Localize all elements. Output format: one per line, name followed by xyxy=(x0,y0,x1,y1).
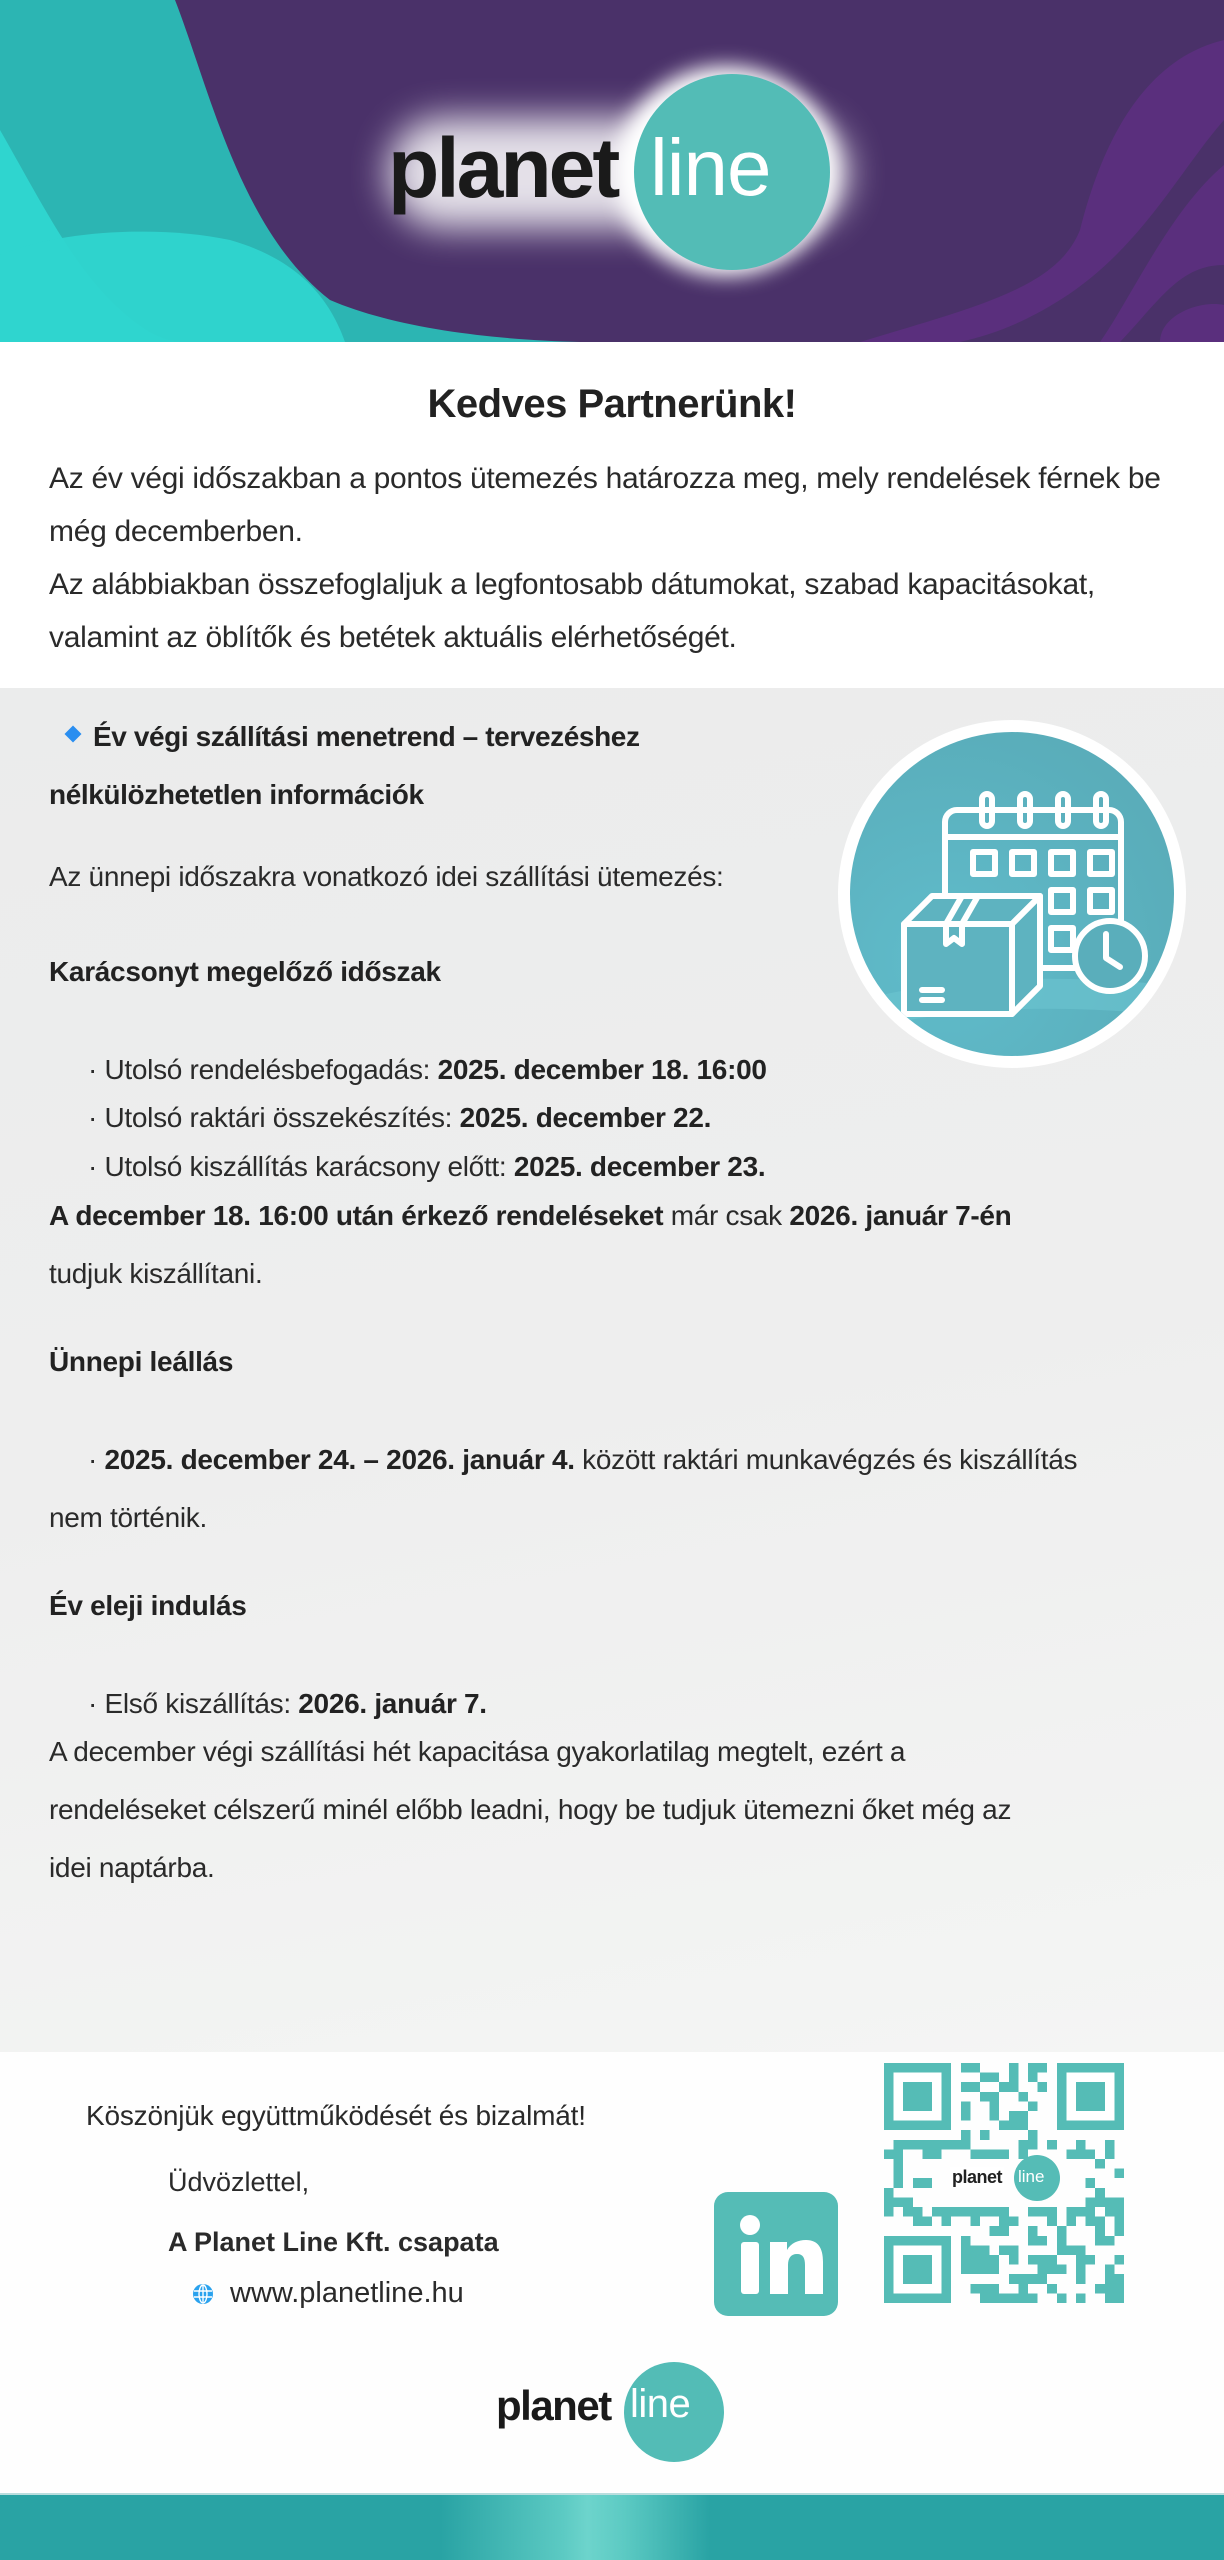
schedule-item xyxy=(88,1151,765,1183)
schedule-item-label: · Utolsó kiszállítás karácsony előtt: xyxy=(88,1151,514,1182)
logo-word-planet: planet xyxy=(388,121,618,215)
shutdown-text: között raktári munkavégzés és kiszállítás xyxy=(574,1444,1078,1475)
intro-paragraph: Az alábbiakban összefoglaljuk a legfontosabb dátumokat, szabad kapacitásokat, valamint az öblítők és betétek aktuális elérhetőségét. xyxy=(49,568,1095,654)
schedule-item xyxy=(88,1102,711,1134)
restart-label: · Első kiszállítás: xyxy=(88,1688,299,1719)
shutdown-dates: 2025. december 24. – 2026. január 4. xyxy=(104,1444,575,1475)
restart-heading: Év eleji indulás xyxy=(49,1590,247,1621)
schedule-item-label: · Utolsó raktári összekészítés: xyxy=(88,1102,460,1133)
regards-text: Üdvözlettel, xyxy=(168,2167,310,2197)
qr-center-logo xyxy=(948,2163,1064,2213)
late-order-note-end: tudjuk kiszállítani. xyxy=(49,1258,263,1289)
schedule-item xyxy=(88,1054,767,1086)
intro-text xyxy=(49,452,1189,664)
schedule-item-value: 2025. december 23. xyxy=(513,1151,766,1182)
closing-line: rendeléseket célszerű minél előbb leadni, hogy be tudjuk ütemezni őket még az xyxy=(49,1794,1012,1825)
restart-date: 2026. január 7. xyxy=(298,1688,487,1719)
footer-logo-line: line xyxy=(630,2382,691,2426)
schedule-item-value: 2025. december 22. xyxy=(459,1102,712,1133)
small-blue-diamond-icon xyxy=(65,726,82,743)
shutdown-heading: Ünnepi leállás xyxy=(49,1346,234,1377)
website-link[interactable] xyxy=(192,2277,464,2310)
intro-section xyxy=(0,342,1224,688)
shutdown-item xyxy=(88,1444,1077,1476)
qr-logo-planet: planet xyxy=(952,2167,1003,2187)
header-logo xyxy=(0,0,1224,342)
note-text: már csak xyxy=(663,1200,790,1231)
closing-line: A december végi szállítási hét kapacitása gyakorlatilag megtelt, ezért a xyxy=(49,1736,906,1767)
team-signature: A Planet Line Kft. csapata xyxy=(168,2227,499,2257)
qr-logo-line: line xyxy=(1018,2167,1045,2186)
schedule-item-value: 2025. december 18. 16:00 xyxy=(437,1054,767,1085)
note-date: 2026. január 7-én xyxy=(789,1200,1012,1231)
footer-logo xyxy=(490,2360,730,2464)
restart-item xyxy=(88,1688,487,1720)
schedule-title-text: Év végi szállítási menetrend – tervezéshez nélkülözhetetlen információk xyxy=(49,721,640,810)
pre-christmas-heading: Karácsonyt megelőző időszak xyxy=(49,956,441,987)
note-bold: A december 18. 16:00 után érkező rendeléseket xyxy=(49,1200,664,1231)
globe-icon xyxy=(192,2283,214,2305)
bullet-dot: · xyxy=(88,1444,105,1475)
logo-word-line: line xyxy=(650,123,771,212)
linkedin-icon[interactable] xyxy=(714,2192,838,2316)
thanks-text: Köszönjük együttműködését és bizalmát! xyxy=(86,2100,586,2131)
closing-line: idei naptárba. xyxy=(49,1852,215,1883)
schedule-section xyxy=(0,688,1224,2052)
schedule-item-label: · Utolsó rendelésbefogadás: xyxy=(88,1054,438,1085)
footer-bar xyxy=(0,2493,1224,2560)
greeting-heading: Kedves Partnerünk! xyxy=(427,382,797,426)
shutdown-text-end: nem történik. xyxy=(49,1502,207,1533)
schedule-title xyxy=(49,708,769,824)
header-banner xyxy=(0,0,1224,342)
schedule-lead: Az ünnepi időszakra vonatkozó idei szállítási ütemezés: xyxy=(49,861,724,892)
late-order-note xyxy=(49,1200,1012,1232)
website-url[interactable]: www.planetline.hu xyxy=(230,2277,464,2309)
footer-logo-planet: planet xyxy=(496,2382,611,2429)
calendar-package-clock-icon xyxy=(838,720,1186,1068)
intro-paragraph: Az év végi időszakban a pontos ütemezés határozza meg, mely rendelések férnek be még decemberben. xyxy=(49,462,1161,548)
